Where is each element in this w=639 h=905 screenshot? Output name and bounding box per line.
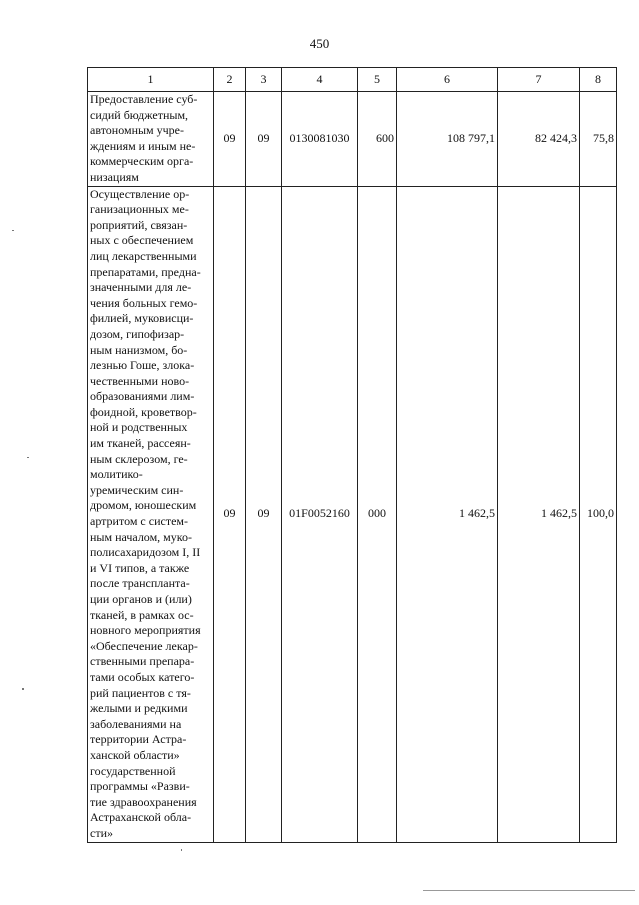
description-line: значенными для ле-: [90, 280, 192, 295]
header-cell: 3: [246, 68, 282, 92]
description-line: автономным учре-: [90, 123, 185, 138]
execution-percent: 75,8: [580, 92, 617, 187]
target-article-code: 0130081030: [282, 92, 358, 187]
header-row: [88, 68, 617, 92]
planned-amount: 108 797,1: [397, 92, 498, 187]
description-line: ным склерозом, ге-: [90, 451, 188, 466]
header-cell: 7: [498, 68, 580, 92]
description-line: филией, муковисци-: [90, 311, 194, 326]
description-line: и VI типов, а также: [90, 560, 190, 575]
description-line: коммерческим орга-: [90, 154, 194, 169]
table-row: [88, 92, 617, 187]
description-line: препаратами, предна-: [90, 264, 201, 279]
description-line: им тканей, рассеян-: [90, 436, 191, 451]
budget-table: [87, 67, 617, 843]
description-line: после транспланта-: [90, 576, 190, 591]
description-line: сти»: [90, 825, 113, 840]
header-cell: 1: [88, 68, 214, 92]
description-line: дромом, юношеским: [90, 498, 197, 513]
description-line: рий пациентов с тя-: [90, 685, 191, 700]
description-line: тие здравоохранения: [90, 794, 197, 809]
scan-speck: [27, 457, 29, 458]
header-cell: 4: [282, 68, 358, 92]
subsection-code: 09: [246, 186, 282, 842]
description-line: низациям: [90, 169, 139, 184]
description-line: территории Астра-: [90, 732, 187, 747]
executed-amount: 82 424,3: [498, 92, 580, 187]
description-line: ных с обеспечением: [90, 233, 194, 248]
description-line: Астраханской обла-: [90, 810, 192, 825]
page-number: 450: [309, 36, 330, 51]
description-line: лиц лекарственными: [90, 248, 197, 263]
executed-amount: 1 462,5: [498, 186, 580, 842]
description-line: роприятий, связан-: [90, 217, 188, 232]
scan-speck: [22, 688, 24, 690]
description-line: фоидной, кроветвор-: [90, 404, 197, 419]
description-line: тканей, в рамках ос-: [90, 607, 194, 622]
section-code: 09: [214, 92, 246, 187]
description-line: артритом с систем-: [90, 514, 188, 529]
description-line: чения больных гемо-: [90, 295, 198, 310]
execution-percent: 100,0: [580, 186, 617, 842]
header-cell: 2: [214, 68, 246, 92]
description-line: полисахаридозом I, II: [90, 545, 201, 560]
subsection-code: 09: [246, 92, 282, 187]
description-line: чественными ново-: [90, 373, 190, 388]
description-line: «Обеспечение лекар-: [90, 638, 198, 653]
description-line: ственными препара-: [90, 654, 195, 669]
section-code: 09: [214, 186, 246, 842]
expense-type-code: 600: [358, 92, 397, 187]
expense-type-code: 000: [358, 186, 397, 842]
description-line: лезнью Гоше, злока-: [90, 358, 195, 373]
description-line: дозом, гипофизар-: [90, 326, 185, 341]
description-line: сидий бюджетным,: [90, 107, 189, 122]
header-cell: 8: [580, 68, 617, 92]
description-line: государственной: [90, 763, 176, 778]
description-line: Осуществление ор-: [90, 186, 190, 201]
scan-speck: [181, 849, 182, 851]
description-line: тами особых катего-: [90, 669, 195, 684]
description-line: уремическим син-: [90, 482, 184, 497]
footer-rule: [423, 890, 635, 891]
description-line: желыми и редкими: [90, 701, 188, 716]
description-line: заболеваниями на: [90, 716, 182, 731]
description-line: ждениям и иным не-: [90, 138, 196, 153]
description-line: ганизационных ме-: [90, 202, 189, 217]
description-line: ным нанизмом, бо-: [90, 342, 188, 357]
description-line: программы «Разви-: [90, 779, 190, 794]
description-line: ханской области»: [90, 747, 180, 762]
row-description: [88, 92, 214, 187]
target-article-code: 01F0052160: [282, 186, 358, 842]
description-line: Предоставление суб-: [90, 92, 198, 106]
description-line: молитико-: [90, 467, 143, 482]
planned-amount: 1 462,5: [397, 186, 498, 842]
description-line: ным началом, муко-: [90, 529, 192, 544]
table-row: [88, 186, 617, 842]
row-description: [88, 186, 214, 842]
description-line: новного мероприятия: [90, 623, 201, 638]
header-cell: 6: [397, 68, 498, 92]
description-line: образованиями лим-: [90, 389, 195, 404]
description-line: ной и родственных: [90, 420, 188, 435]
header-cell: 5: [358, 68, 397, 92]
scan-speck: [12, 230, 14, 231]
description-line: ции органов и (или): [90, 592, 192, 606]
